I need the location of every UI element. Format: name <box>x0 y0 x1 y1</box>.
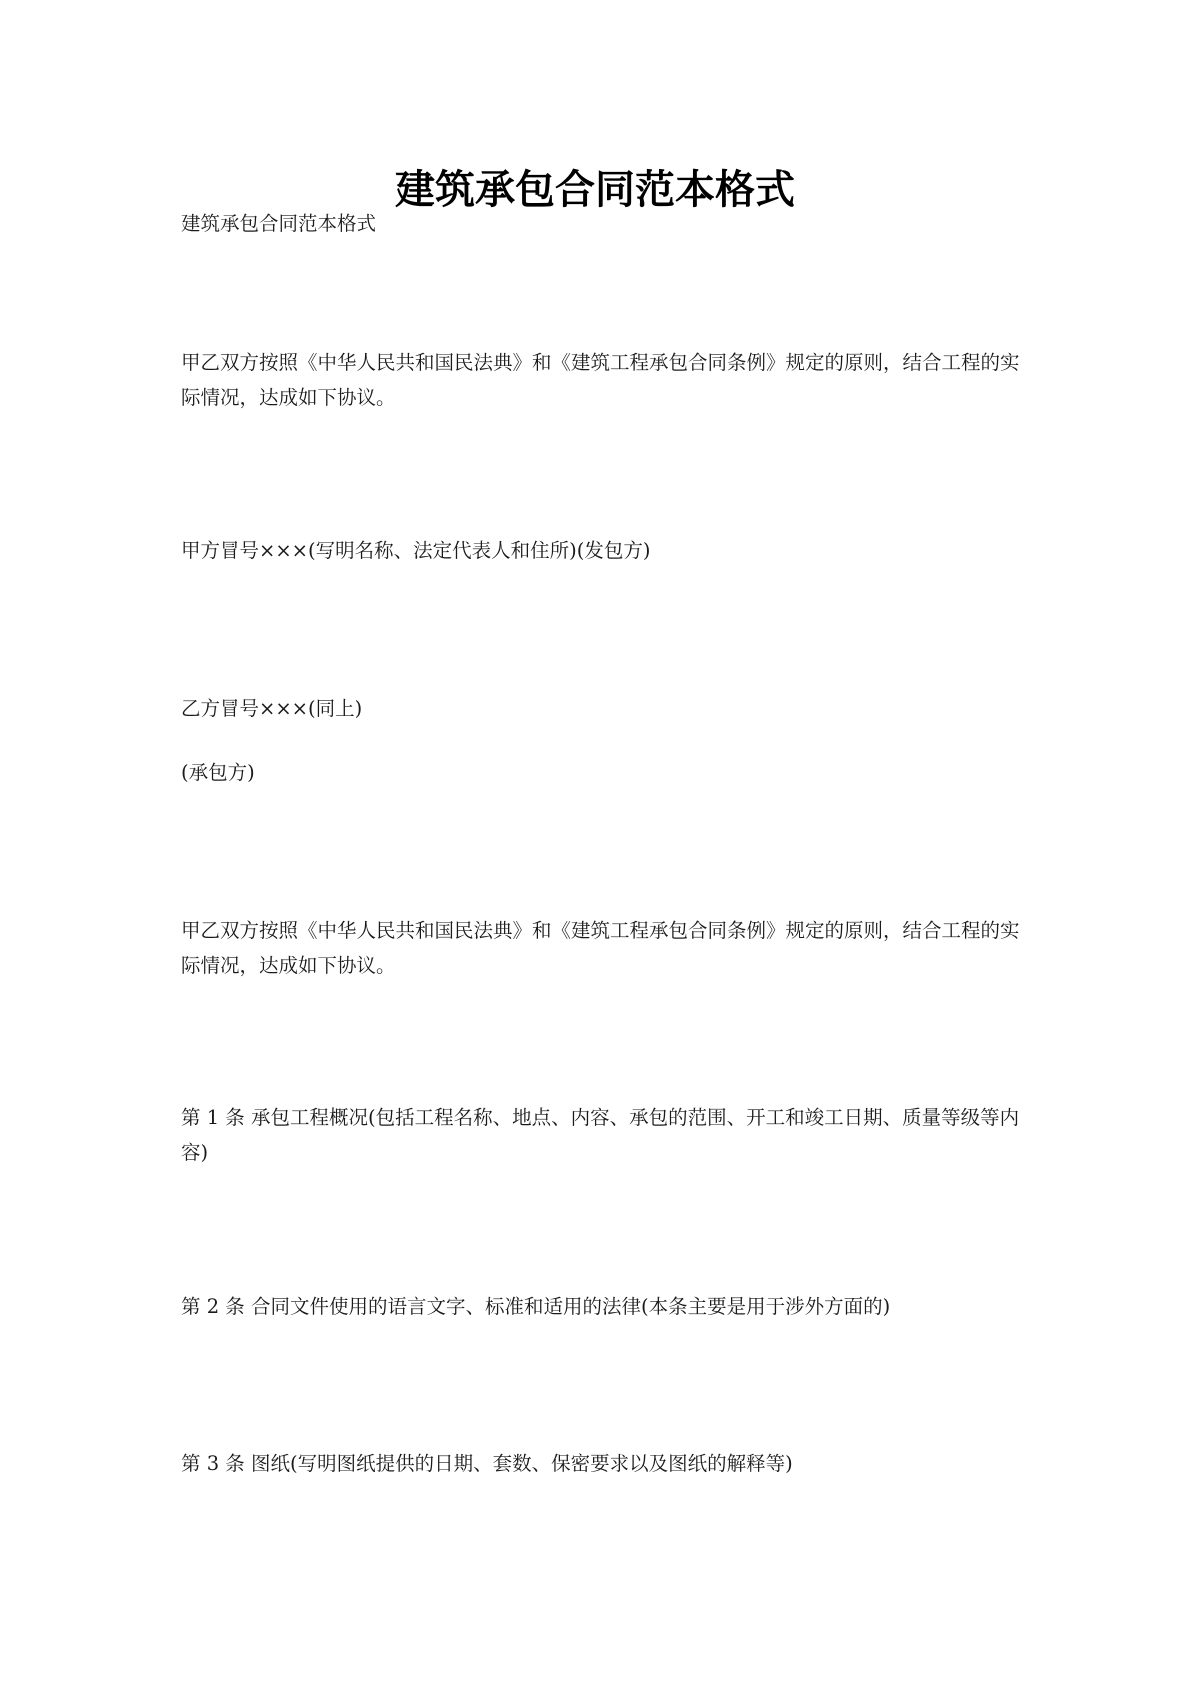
article-2: 第 2 条 合同文件使用的语言文字、标准和适用的法律(本条主要是用于涉外方面的) <box>181 1295 891 1318</box>
intro-paragraph-2: 甲乙双方按照《中华人民共和国民法典》和《建筑工程承包合同条例》规定的原则，结合工程的实际情况，达成如下协议。 <box>181 919 1020 977</box>
party-a-line: 甲方冒号×××(写明名称、法定代表人和住所)(发包方) <box>181 539 651 562</box>
document-subtitle: 建筑承包合同范本格式 <box>181 212 377 235</box>
party-b-line: 乙方冒号×××(同上) <box>181 697 363 720</box>
document-title: 建筑承包合同范本格式 <box>395 166 795 213</box>
article-3: 第 3 条 图纸(写明图纸提供的日期、套数、保密要求以及图纸的解释等) <box>181 1452 793 1475</box>
party-b-role-line: (承包方) <box>181 761 255 784</box>
article-1: 第 1 条 承包工程概况(包括工程名称、地点、内容、承包的范围、开工和竣工日期、质量等级等内容) <box>181 1106 1020 1164</box>
intro-paragraph-1: 甲乙双方按照《中华人民共和国民法典》和《建筑工程承包合同条例》规定的原则，结合工程的实际情况，达成如下协议。 <box>181 351 1020 409</box>
